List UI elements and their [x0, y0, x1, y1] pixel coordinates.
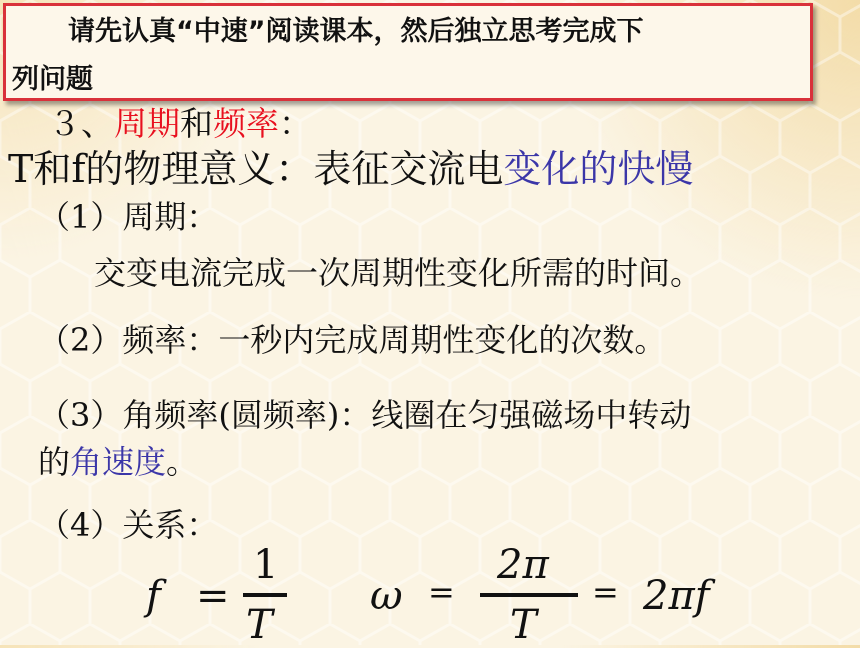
physical-meaning [8, 138, 693, 193]
heading-number: ３、 [48, 104, 114, 143]
meaning-highlight: 变化的快慢 [503, 147, 694, 191]
formula-f: f [146, 573, 161, 619]
angular-prefix: 的 [38, 443, 71, 481]
formula-equals-2: = [428, 573, 455, 611]
fraction-bar-2 [480, 593, 578, 597]
term-period: 周期 [114, 104, 180, 143]
callout-line-1: 请先认真“中速”阅读课本，然后独立思考完成下 [68, 16, 644, 47]
fraction-bar-1 [243, 593, 287, 597]
formula-denominator-T: T [246, 602, 273, 648]
angular-frequency-line-2 [38, 437, 198, 483]
relation-formula [0, 540, 860, 648]
formula-two-pi-f: 2πf [643, 573, 710, 619]
period-label: （1）周期： [38, 198, 219, 236]
term-frequency: 频率 [213, 104, 279, 143]
period-definition: 交变电流完成一次周期性变化所需的时间。 [94, 254, 703, 292]
heading-and: 和 [180, 104, 213, 143]
meaning-prefix: T和f的物理意义：表征交流电 [8, 147, 504, 191]
formula-denominator-T2: T [510, 602, 537, 648]
instruction-callout [3, 3, 813, 101]
angular-suffix: 。 [166, 443, 199, 481]
relation-label: （4）关系： [38, 506, 219, 544]
callout-line-2: 列问题 [12, 64, 93, 95]
formula-numerator-two-pi: 2π [497, 542, 549, 588]
formula-equals-3: = [592, 573, 619, 611]
angular-frequency-line-1: （3）角频率(圆频率)：线圈在匀强磁场中转动 [38, 396, 692, 434]
heading-colon: ： [279, 104, 312, 143]
angular-velocity-highlight: 角速度 [70, 443, 167, 481]
formula-numerator-one: 1 [253, 542, 279, 588]
formula-omega: ω [370, 573, 403, 619]
formula-equals-1: = [196, 573, 230, 619]
frequency-definition: （2）频率：一秒内完成周期性变化的次数。 [38, 321, 667, 359]
